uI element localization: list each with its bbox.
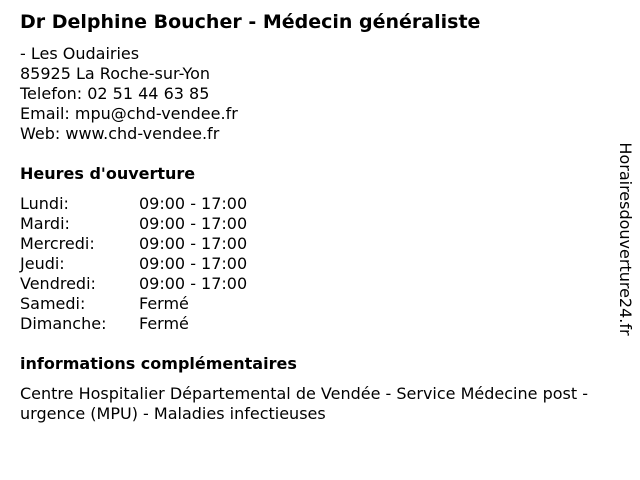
hours-row-dimanche <box>20 314 247 334</box>
time-value: 09:00 - 17:00 <box>139 234 248 253</box>
hours-row-lundi <box>20 194 247 214</box>
time-value: 09:00 - 17:00 <box>139 274 248 293</box>
address-street: - Les Oudairies <box>20 44 140 63</box>
hours-row-vendredi <box>20 274 247 294</box>
phone-number: Telefon: 02 51 44 63 85 <box>20 84 210 103</box>
day-label: Lundi: <box>20 194 69 213</box>
time-value: Fermé <box>139 294 189 313</box>
additional-info-heading: informations complémentaires <box>20 354 297 373</box>
day-label: Vendredi: <box>20 274 96 293</box>
email-address: Email: mpu@chd-vendee.fr <box>20 104 238 123</box>
hours-row-jeudi <box>20 254 247 274</box>
hours-row-mardi <box>20 214 247 234</box>
day-label: Samedi: <box>20 294 86 313</box>
additional-info-text: Centre Hospitalier Départemental de Vendée - Service Médecine post -urgence (MPU) - Maladies infectieuses <box>20 384 588 423</box>
time-value: Fermé <box>139 314 189 333</box>
day-label: Mardi: <box>20 214 70 233</box>
day-label: Dimanche: <box>20 314 107 333</box>
hours-row-mercredi <box>20 234 247 254</box>
opening-hours-table <box>20 194 247 334</box>
day-label: Mercredi: <box>20 234 95 253</box>
day-label: Jeudi: <box>20 254 65 273</box>
website: Web: www.chd-vendee.fr <box>20 124 220 143</box>
time-value: 09:00 - 17:00 <box>139 194 248 213</box>
hours-row-samedi <box>20 294 247 314</box>
time-value: 09:00 - 17:00 <box>139 254 248 273</box>
address-city: 85925 La Roche-sur-Yon <box>20 64 211 83</box>
page-title: Dr Delphine Boucher - Médecin généraliste <box>20 11 481 33</box>
time-value: 09:00 - 17:00 <box>139 214 248 233</box>
site-watermark: Horairesdouverture24.fr <box>616 142 635 336</box>
opening-hours-heading: Heures d'ouverture <box>20 164 196 183</box>
address-block <box>20 44 238 144</box>
